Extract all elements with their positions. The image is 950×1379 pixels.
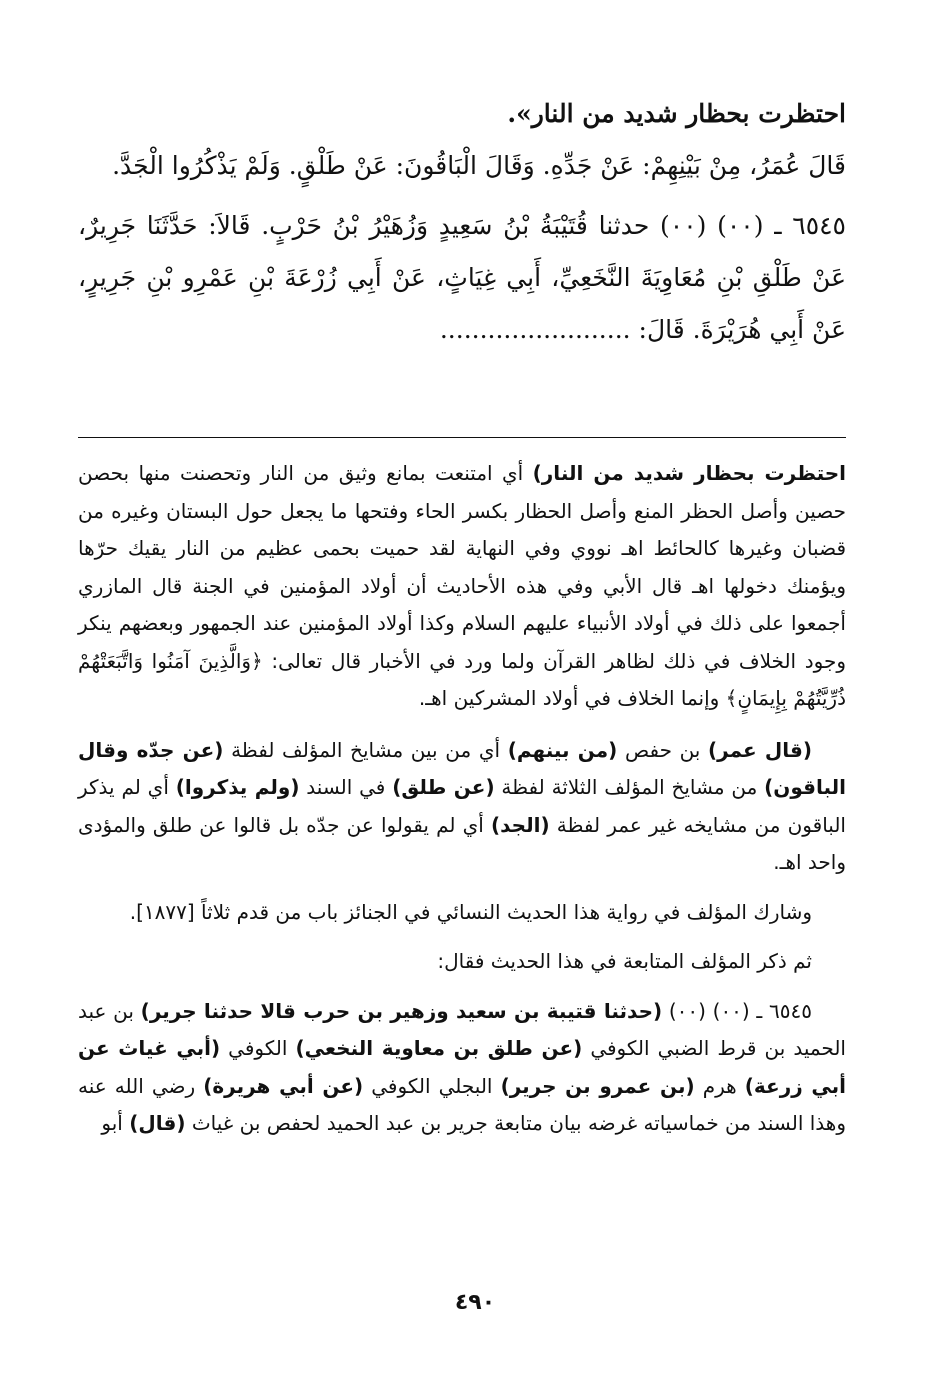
text: البجلي الكوفي xyxy=(363,1073,501,1098)
text: هرم xyxy=(694,1073,745,1098)
lemma: (قال) xyxy=(129,1111,186,1135)
text: أي لم يذكر الباقون من مشايخه غير عمر لفظة xyxy=(78,775,846,837)
text: رضي الله عنه وهذا السند من خماسياته غرضه بيان متابعة جرير بن عبد الحميد لحفص بن غياث xyxy=(78,1073,846,1135)
text: الكوفي xyxy=(220,1036,296,1060)
lemma: (الجد) xyxy=(490,812,550,837)
commentary-paragraph-1 xyxy=(78,455,846,718)
commentary-lemma: احتظرت بحظار شديد من النار) xyxy=(532,461,847,485)
text: أبو xyxy=(101,1111,130,1135)
commentary-paragraph-4: ثم ذكر المؤلف المتابعة في هذا الحديث فقال: xyxy=(437,949,812,973)
lemma: (أبي غياث عن أبي زرعة) xyxy=(78,1036,847,1098)
commentary-paragraph-2 xyxy=(78,732,846,882)
matn-line-1: احتظرت بحظار شديد من النار». xyxy=(507,99,846,128)
lemma: (عن جدّه وقال الباقون) xyxy=(78,737,847,799)
commentary-paragraph-5 xyxy=(78,993,846,1143)
lemma: (بن عمرو بن جرير) xyxy=(500,1073,695,1098)
lemma: (ولم يذكروا) xyxy=(175,775,300,799)
text: بن عبد الحميد بن قرط الضبي الكوفي xyxy=(78,998,846,1060)
commentary-paragraph-3: وشارك المؤلف في رواية هذا الحديث النسائي في الجنائز باب من قدم ثلاثاً [١٨٧٧]. xyxy=(129,899,812,924)
footnote-divider xyxy=(78,437,846,438)
text: بن حفص xyxy=(617,737,709,762)
lemma: (حدثنا قتيبة بن سعيد وزهير بن حرب قالا حدثنا جرير) xyxy=(140,998,663,1023)
commentary xyxy=(78,455,846,1155)
commentary-text: أي امتنعت بمانع وثيق من النار وتحصنت منها بحصن حصين وأصل الحظر المنع وأصل الحظار بكسر الحاء وفتحها ما يجعل حول البستان وغيره من قضبان وغيرها كالحائط اهـ نووي وفي النهاية لقد حميت بحمى عظيم من النار يقيك حرّها ويؤمنك دخولها اهـ قال الأبي وفي هذه الأحاديث أن أولاد المؤمنين في الجنة قال المازري أجمعوا على ذلك في أولاد الأنبياء عليهم السلام وكذا أولاد المؤمنين عند الجمهور وبعضهم ينكر وجود الخلاف في ذلك لظاهر القرآن ولما ورد في الأخبار قال تعالى: ﴿وَالَّذِينَ آمَنُوا وَاتَّبَعَتْهُمْ ذُرِّيَّتُهُمْ بِإِيمَانٍ﴾ وإنما الخلاف في أولاد المشركين اهـ. xyxy=(78,461,846,710)
hadith-number: ٦٥٤٥ ـ (٠٠) (٠٠) xyxy=(662,998,812,1023)
text: أي من بين مشايخ المؤلف لفظة xyxy=(223,737,508,762)
hadith-text xyxy=(78,88,846,356)
lemma: (قال عمر) xyxy=(708,737,813,762)
matn-paragraph-1: قَالَ عُمَرُ، مِنْ بَيْنِهِمْ: عَنْ جَدِّهِ. وَقَالَ الْبَاقُونَ: عَنْ طَلْقٍ. وَلَمْ يَذْكُرُوا الْجَدَّ. xyxy=(112,151,846,180)
text: من مشايخ المؤلف الثلاثة لفظة xyxy=(494,775,765,799)
lemma: (عن أبي هريرة) xyxy=(203,1073,364,1098)
page-number: ٤٩٠ xyxy=(454,1290,496,1315)
lemma: (عن طلق) xyxy=(392,775,495,799)
text: أي لم يقولوا عن جدّه بل قالوا عن طلق والمؤدى واحد اهـ. xyxy=(78,812,846,874)
text: في السند xyxy=(299,775,393,799)
matn-paragraph-2: ٦٥٤٥ ـ (٠٠) (٠٠) حدثنا قُتَيْبَةُ بْنُ سَعِيدٍ وَزُهَيْرُ بْنُ حَرْبٍ. قَالاَ: حَدَّثَنَا جَرِيرٌ، عَنْ طَلْقِ بْنِ مُعَاوِيَةَ النَّخَعِيِّ، أَبِي غِيَاثٍ، عَنْ أَبِي زُرْعَةَ بْنِ عَمْرِو بْنِ جَرِيرٍ، عَنْ أَبِي هُرَيْرَةَ. قَالَ: ........................ xyxy=(78,211,846,344)
lemma: (من بينهم) xyxy=(507,737,618,762)
lemma: (عن طلق بن معاوية النخعي) xyxy=(295,1036,583,1060)
